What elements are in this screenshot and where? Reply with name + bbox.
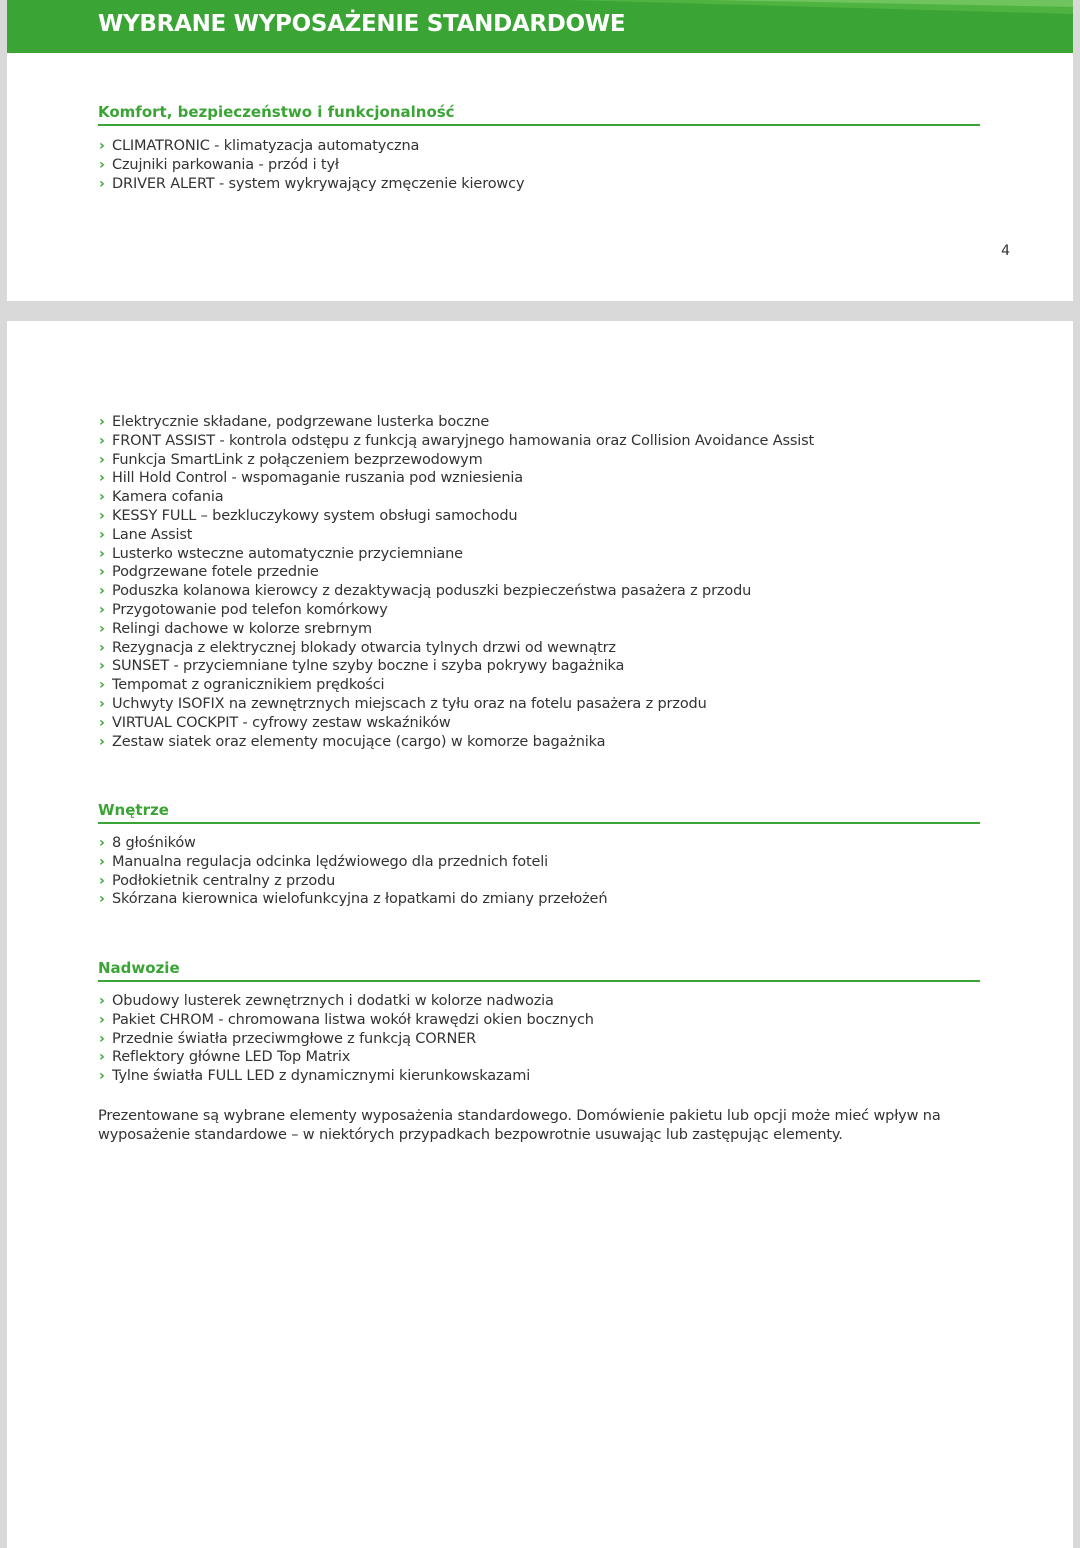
- list-item: [99, 676, 814, 695]
- list-item: [99, 657, 814, 676]
- list-item-text: Lane Assist: [112, 526, 193, 543]
- chevron-right-icon: ›: [99, 620, 105, 637]
- list-item-text: Relingi dachowe w kolorze srebrnym: [112, 620, 372, 637]
- chevron-right-icon: ›: [99, 432, 105, 449]
- chevron-right-icon: ›: [99, 872, 105, 889]
- list-item: [99, 156, 524, 175]
- document-title: WYBRANE WYPOSAŻENIE STANDARDOWE: [98, 11, 626, 37]
- list-item-text: VIRTUAL COCKPIT - cyfrowy zestaw wskaźników: [112, 714, 451, 731]
- list-item-text: Kamera cofania: [112, 489, 224, 506]
- list-item: [99, 413, 814, 432]
- chevron-right-icon: ›: [99, 526, 105, 543]
- list-item: [99, 872, 607, 891]
- list-item: [99, 545, 814, 564]
- list-item-text: Rezygnacja z elektrycznej blokady otwarcia tylnych drzwi od wewnątrz: [112, 639, 616, 656]
- section-title-interior: Wnętrze: [98, 801, 980, 824]
- list-item-text: Skórzana kierownica wielofunkcyjna z łopatkami do zmiany przełożeń: [112, 891, 608, 908]
- list-item: [99, 639, 814, 658]
- list-item: [99, 175, 524, 194]
- list-item: [99, 620, 814, 639]
- chevron-right-icon: ›: [99, 175, 105, 192]
- list-item-text: Czujniki parkowania - przód i tył: [112, 156, 339, 173]
- list-item: [99, 992, 594, 1011]
- chevron-right-icon: ›: [99, 639, 105, 656]
- list-item: [99, 834, 607, 853]
- chevron-right-icon: ›: [99, 451, 105, 468]
- list-item: [99, 469, 814, 488]
- list-item-text: Hill Hold Control - wspomaganie ruszania pod wzniesienia: [112, 470, 524, 487]
- list-item: [99, 853, 607, 872]
- chevron-right-icon: ›: [99, 993, 105, 1009]
- list-item: [99, 1011, 594, 1030]
- list-item-text: Poduszka kolanowa kierowcy z dezaktywacją poduszki bezpieczeństwa pasażera z przodu: [112, 583, 752, 600]
- list-item: [99, 582, 814, 601]
- list-item-text: Reflektory główne LED Top Matrix: [112, 1049, 351, 1066]
- body-list: [99, 992, 594, 1086]
- chevron-right-icon: ›: [99, 470, 105, 487]
- list-item: [99, 507, 814, 526]
- list-item-text: 8 głośników: [112, 835, 196, 851]
- list-item-text: Uchwyty ISOFIX na zewnętrznych miejscach z tyłu oraz na fotelu pasażera z przodu: [112, 695, 707, 712]
- chevron-right-icon: ›: [99, 156, 105, 173]
- list-item-text: Manualna regulacja odcinka lędźwiowego dla przednich foteli: [112, 853, 549, 870]
- chevron-right-icon: ›: [99, 677, 105, 694]
- list-item-text: KESSY FULL – bezkluczykowy system obsługi samochodu: [112, 507, 518, 524]
- comfort-list-page-1: [99, 137, 524, 193]
- document-page-2: [7, 321, 1073, 1548]
- list-item-text: Obudowy lusterek zewnętrznych i dodatki w kolorze nadwozia: [112, 993, 554, 1009]
- section-title-body: Nadwozie: [98, 959, 980, 982]
- list-item-text: Zestaw siatek oraz elementy mocujące (cargo) w komorze bagażnika: [112, 733, 606, 750]
- document-page-1: [7, 0, 1073, 301]
- list-item-text: Podgrzewane fotele przednie: [112, 564, 319, 581]
- list-item: [99, 563, 814, 582]
- list-item: [99, 1067, 594, 1086]
- chevron-right-icon: ›: [99, 601, 105, 618]
- comfort-list-page-2: [99, 413, 814, 751]
- list-item-text: Elektrycznie składane, podgrzewane lusterka boczne: [112, 414, 490, 430]
- list-item-text: CLIMATRONIC - klimatyzacja automatyczna: [112, 138, 420, 154]
- chevron-right-icon: ›: [99, 507, 105, 524]
- chevron-right-icon: ›: [99, 658, 105, 675]
- list-item-text: Przygotowanie pod telefon komórkowy: [112, 601, 388, 618]
- list-item-text: Przednie światła przeciwmgłowe z funkcją CORNER: [112, 1030, 477, 1047]
- list-item-text: SUNSET - przyciemniane tylne szyby boczne i szyba pokrywy bagażnika: [112, 658, 625, 675]
- list-item: [99, 488, 814, 507]
- chevron-right-icon: ›: [99, 1030, 105, 1047]
- list-item: [99, 432, 814, 451]
- list-item: [99, 1048, 594, 1067]
- chevron-right-icon: ›: [99, 1068, 105, 1085]
- chevron-right-icon: ›: [99, 835, 105, 851]
- chevron-right-icon: ›: [99, 545, 105, 562]
- list-item-text: DRIVER ALERT - system wykrywający zmęczenie kierowcy: [112, 175, 525, 192]
- chevron-right-icon: ›: [99, 695, 105, 712]
- list-item: [99, 137, 524, 156]
- list-item: [99, 695, 814, 714]
- list-item: [99, 1030, 594, 1049]
- list-item: [99, 714, 814, 733]
- list-item-text: Podłokietnik centralny z przodu: [112, 872, 336, 889]
- chevron-right-icon: ›: [99, 414, 105, 430]
- list-item-text: FRONT ASSIST - kontrola odstępu z funkcją awaryjnego hamowania oraz Collision Avoidance Assist: [112, 432, 815, 449]
- list-item: [99, 451, 814, 470]
- list-item: [99, 890, 607, 909]
- list-item-text: Pakiet CHROM - chromowana listwa wokół krawędzi okien bocznych: [112, 1011, 594, 1028]
- list-item-text: Tylne światła FULL LED z dynamicznymi kierunkowskazami: [112, 1068, 531, 1085]
- chevron-right-icon: ›: [99, 1049, 105, 1066]
- list-item: [99, 601, 814, 620]
- list-item: [99, 733, 814, 752]
- chevron-right-icon: ›: [99, 714, 105, 731]
- chevron-right-icon: ›: [99, 853, 105, 870]
- chevron-right-icon: ›: [99, 583, 105, 600]
- chevron-right-icon: ›: [99, 489, 105, 506]
- section-title-comfort: Komfort, bezpieczeństwo i funkcjonalność: [98, 103, 980, 126]
- chevron-right-icon: ›: [99, 138, 105, 154]
- list-item-text: Funkcja SmartLink z połączeniem bezprzewodowym: [112, 451, 483, 468]
- chevron-right-icon: ›: [99, 1011, 105, 1028]
- chevron-right-icon: ›: [99, 564, 105, 581]
- page-number: 4: [1001, 243, 1010, 259]
- header-band: [7, 0, 1073, 53]
- list-item: [99, 526, 814, 545]
- chevron-right-icon: ›: [99, 733, 105, 750]
- disclaimer-note: Prezentowane są wybrane elementy wyposażenia standardowego. Domówienie pakietu lub opcji może mieć wpływ na wyposażenie standardowe – w niektórych przypadkach bezpowrotnie usuwając lub zastępując elementy.: [98, 1108, 941, 1143]
- list-item-text: Tempomat z ogranicznikiem prędkości: [112, 677, 385, 694]
- interior-list: [99, 834, 607, 909]
- list-item-text: Lusterko wsteczne automatycznie przyciemniane: [112, 545, 463, 562]
- chevron-right-icon: ›: [99, 891, 105, 908]
